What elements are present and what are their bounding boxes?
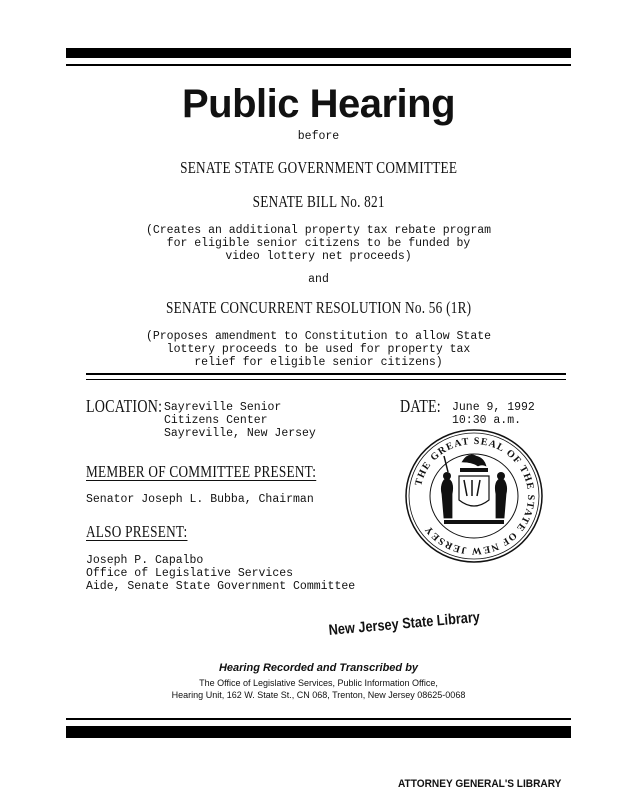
location-label: LOCATION:	[86, 396, 163, 416]
committee-text: SENATE STATE GOVERNMENT COMMITTEE	[179, 158, 458, 177]
and-label: and	[308, 273, 329, 286]
state-seal	[404, 428, 544, 564]
committee-name	[66, 158, 571, 178]
resolution-description	[66, 330, 571, 369]
office-line-1: The Office of Legislative Services, Public Information Office,	[199, 678, 438, 688]
top-rule-thick	[66, 48, 571, 58]
resolution-desc-line: relief for eligible senior citizens)	[194, 356, 443, 369]
bill-text: SENATE BILL No. 821	[252, 192, 385, 211]
section-divider-2	[86, 379, 566, 380]
resolution-desc-line: lottery proceeds to be used for property tax	[166, 343, 471, 356]
bill-desc-line: for eligible senior citizens to be funded by	[166, 237, 471, 250]
date-label: DATE:	[400, 396, 441, 416]
top-rule-thin	[66, 64, 571, 66]
location-value	[164, 401, 316, 440]
also-line: Office of Legislative Services	[86, 567, 294, 580]
section-divider	[86, 373, 566, 375]
resolution-text: SENATE CONCURRENT RESOLUTION No. 56 (1R)	[165, 298, 472, 317]
resolution-number	[66, 298, 571, 318]
recorded-by: Hearing Recorded and Transcribed by	[218, 662, 419, 674]
page-title: Public Hearing	[181, 82, 456, 126]
seal-text: THE GREAT SEAL OF THE STATE OF NEW JERSEY	[413, 435, 537, 557]
library-stamp: New Jersey State Library	[328, 608, 481, 639]
date-line: June 9, 1992	[452, 401, 535, 414]
member-line: Senator Joseph L. Bubba, Chairman	[86, 493, 314, 506]
bottom-rule-thin	[66, 718, 571, 720]
members-list	[86, 493, 314, 506]
attorney-library-stamp: ATTORNEY GENERAL'S LIBRARY	[398, 778, 562, 790]
before-label: before	[297, 130, 340, 143]
bill-description	[66, 224, 571, 263]
office-line-2: Hearing Unit, 162 W. State St., CN 068, Trenton, New Jersey 08625-0068	[171, 690, 466, 700]
resolution-desc-line: (Proposes amendment to Constitution to allow State	[145, 330, 492, 343]
also-present-label: ALSO PRESENT:	[86, 522, 188, 541]
bottom-rule-thick	[66, 726, 571, 738]
date-value	[452, 401, 535, 427]
location-line: Sayreville Senior	[164, 401, 282, 414]
bill-desc-line: (Creates an additional property tax rebate program	[145, 224, 492, 237]
location-line: Sayreville, New Jersey	[164, 427, 316, 440]
seal-icon	[404, 428, 544, 564]
bill-number	[66, 192, 571, 212]
location-line: Citizens Center	[164, 414, 268, 427]
also-present-list	[86, 554, 355, 593]
also-line: Joseph P. Capalbo	[86, 554, 204, 567]
also-line: Aide, Senate State Government Committee	[86, 580, 356, 593]
bill-desc-line: video lottery net proceeds)	[225, 250, 412, 263]
members-label: MEMBER OF COMMITTEE PRESENT:	[86, 462, 317, 481]
date-line: 10:30 a.m.	[452, 414, 522, 427]
